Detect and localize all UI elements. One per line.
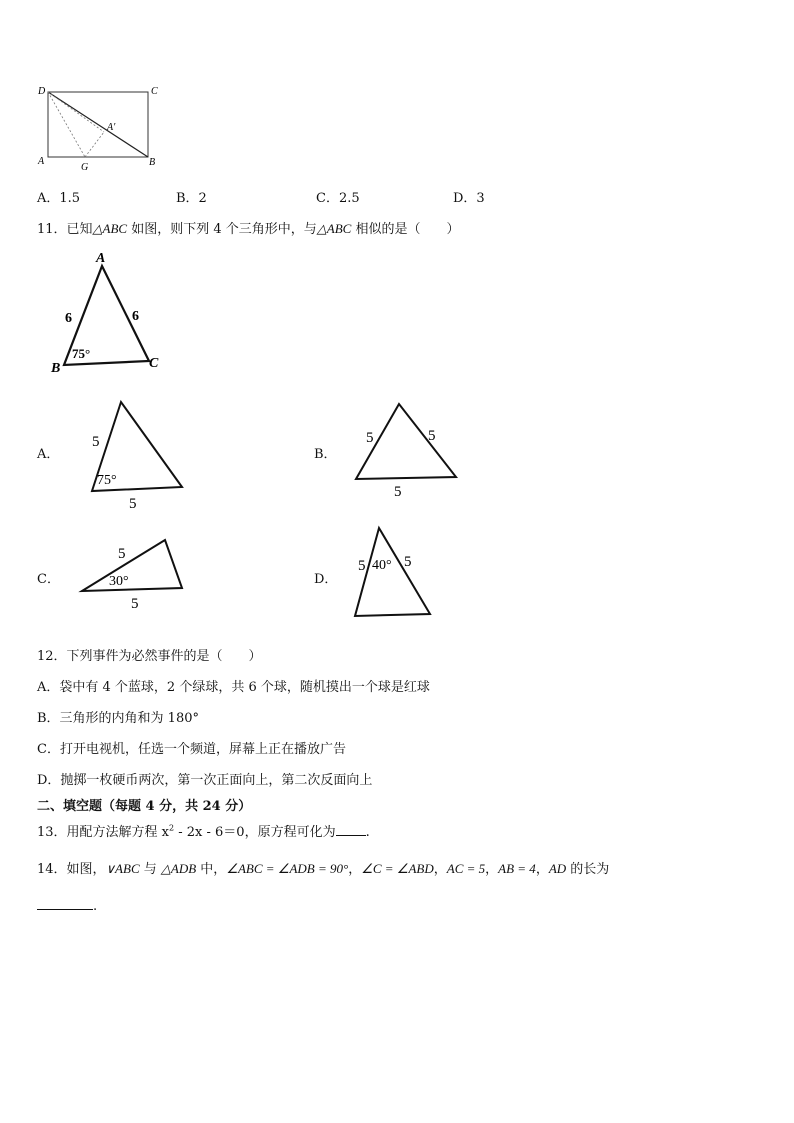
choice-b-side-left: 5 (366, 430, 374, 446)
choice-d-side-left: 5 (358, 558, 366, 574)
q14-tail: 的长为 (566, 862, 610, 877)
given-label-b: B (51, 361, 61, 376)
q14-sep3: ， (485, 862, 499, 877)
q14-condition-4: AB = 4 (498, 861, 536, 876)
q13-prefix: 13．用配方法解方程 x (37, 825, 170, 840)
q12-option-a: A．袋中有 4 个蓝球，2 个绿球，共 6 个球，随机摸出一个球是红球 (37, 680, 430, 695)
choice-c-angle: 30° (109, 574, 129, 589)
label-g: G (81, 162, 89, 173)
given-label-a: A (96, 251, 106, 266)
choice-a-side-bottom: 5 (129, 496, 137, 512)
q10-option-d: D．3 (453, 191, 485, 206)
given-side-ac: 6 (132, 309, 139, 324)
q13-exponent: 2 (169, 823, 175, 833)
label-a-prime: A′ (107, 122, 116, 133)
q12-option-c: C．打开电视机，任选一个频道，屏幕上正在播放广告 (37, 742, 346, 757)
q14-condition-3: AC = 5 (446, 861, 486, 876)
choice-c-side-top: 5 (118, 546, 126, 562)
q13-stem (37, 821, 370, 840)
q14-sep1: ， (348, 862, 362, 877)
given-label-c: C (149, 356, 159, 371)
q14-triangle-abc: ∨ABC (105, 861, 140, 876)
q14-condition-1: ∠ABC = ∠ADB = 90° (226, 861, 349, 876)
choice-d-angle: 40° (372, 558, 392, 573)
q11-stem-triangle: △ABC (92, 221, 128, 236)
q14-answer-blank (37, 897, 93, 910)
q11-stem-mid: 如图，则下列 4 个三角形中，与 (127, 222, 317, 237)
q10-option-a: A．1.5 (37, 191, 81, 206)
q11-choice-d-label: D． (314, 572, 338, 587)
q13-suffix: . (365, 825, 370, 840)
q11-stem-triangle-2: △ABC (316, 221, 352, 236)
choice-d-side-right: 5 (404, 554, 412, 570)
given-angle-b: 75° (72, 346, 91, 361)
section-2-heading: 二、填空题（每题 4 分，共 24 分） (37, 799, 252, 814)
q11-stem-prefix: 11．已知 (37, 222, 93, 237)
label-c: C (151, 86, 158, 97)
q11-stem-suffix: 相似的是（ ） (351, 222, 460, 237)
q14-triangle-adb: △ADB (160, 861, 197, 876)
q14-mid2: 中， (196, 862, 227, 877)
choice-c-triangle (82, 540, 182, 591)
q14-condition-2: ∠C = ∠ABD (361, 861, 434, 876)
label-d: D (38, 86, 46, 97)
q14-answer-line (37, 897, 97, 914)
q10-option-b: B．2 (176, 191, 207, 206)
q14-prefix: 14．如图， (37, 862, 106, 877)
q11-choice-b-label: B． (314, 447, 337, 462)
choice-a-angle: 75° (97, 473, 117, 488)
choice-a-side-left: 5 (92, 434, 100, 450)
given-side-ab: 6 (65, 311, 72, 326)
q12-stem: 12．下列事件为必然事件的是（ ） (37, 649, 262, 664)
q12-option-b: B．三角形的内角和为 180° (37, 711, 199, 726)
q12-option-d: D．抛掷一枚硬币两次，第一次正面向上，第二次反面向上 (37, 773, 373, 788)
q14-ask: AD (548, 861, 567, 876)
label-b: B (149, 157, 156, 168)
q14-mid1: 与 (139, 862, 161, 877)
choice-b-side-right: 5 (428, 428, 436, 444)
q14-sep2: ， (433, 862, 447, 877)
choice-c-side-bottom: 5 (131, 596, 139, 612)
q13-answer-blank (336, 823, 366, 836)
q14-end: . (93, 899, 98, 914)
q10-option-c: C．2.5 (316, 191, 360, 206)
choice-b-side-bottom: 5 (394, 484, 402, 500)
q14-sep4: ， (535, 862, 549, 877)
q13-middle: - 2x - 6＝0，原方程可化为 (174, 825, 336, 840)
q14-stem (37, 858, 609, 877)
q11-choice-c-label: C． (37, 572, 60, 587)
label-a: A (38, 156, 45, 167)
choice-d-triangle (355, 528, 430, 616)
q11-choice-a-label: A． (37, 447, 60, 462)
